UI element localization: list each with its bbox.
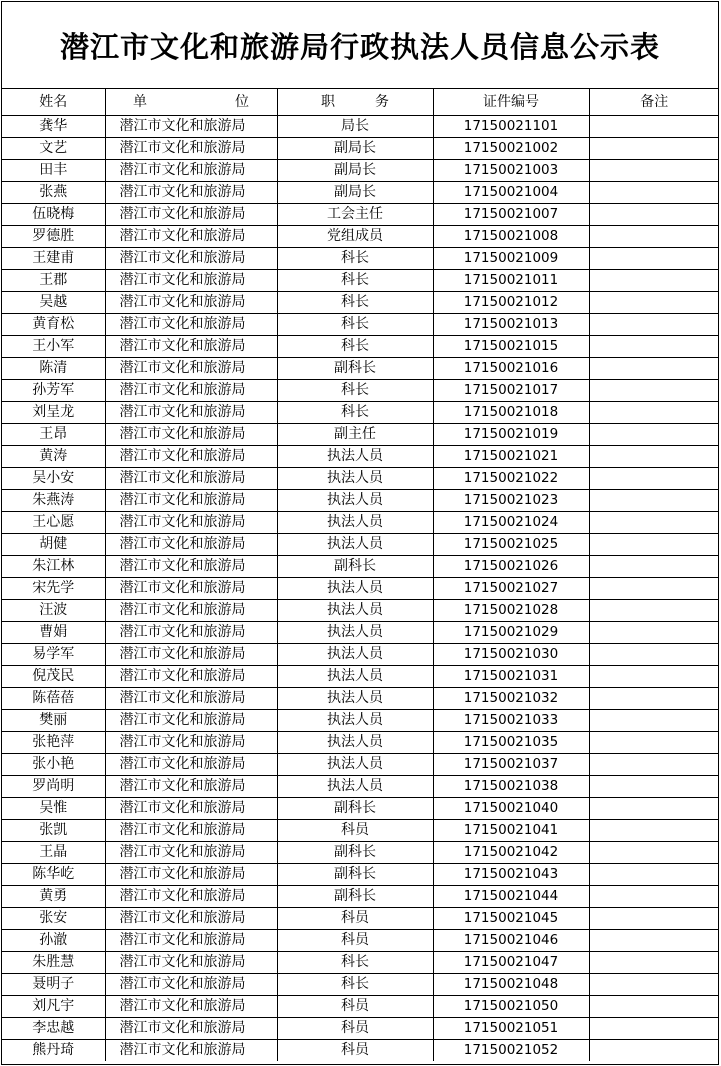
cell-name: 田丰: [2, 160, 105, 182]
table-row: [2, 622, 719, 644]
cell-name: 罗尚明: [2, 776, 105, 798]
cell-remark: [589, 292, 719, 314]
cell-position: 副科长: [277, 798, 433, 820]
cell-unit: 潜江市文化和旅游局: [105, 336, 277, 358]
cell-position: 副科长: [277, 886, 433, 908]
cell-unit: 潜江市文化和旅游局: [105, 534, 277, 556]
cell-cert: 17150021038: [433, 776, 589, 798]
cell-position: 科员: [277, 1040, 433, 1062]
cell-unit: 潜江市文化和旅游局: [105, 820, 277, 842]
cell-name: 吴小安: [2, 468, 105, 490]
cell-cert: 17150021033: [433, 710, 589, 732]
table-row: [2, 754, 719, 776]
cell-unit: 潜江市文化和旅游局: [105, 248, 277, 270]
cell-position: 执法人员: [277, 732, 433, 754]
cell-name: 曹娟: [2, 622, 105, 644]
cell-cert: 17150021007: [433, 204, 589, 226]
cell-cert: 17150021031: [433, 666, 589, 688]
table-row: [2, 292, 719, 314]
cell-remark: [589, 1018, 719, 1040]
cell-name: 易学军: [2, 644, 105, 666]
cell-position: 科长: [277, 248, 433, 270]
table-row: [2, 974, 719, 996]
cell-name: 陈华屹: [2, 864, 105, 886]
table-row: [2, 490, 719, 512]
cell-unit: 潜江市文化和旅游局: [105, 138, 277, 160]
cell-cert: 17150021017: [433, 380, 589, 402]
table-row: [2, 952, 719, 974]
cell-unit: 潜江市文化和旅游局: [105, 1040, 277, 1062]
cell-position: 执法人员: [277, 490, 433, 512]
table-row: [2, 666, 719, 688]
cell-cert: 17150021045: [433, 908, 589, 930]
cell-name: 刘凡宇: [2, 996, 105, 1018]
header-position: [277, 89, 433, 116]
cell-unit: 潜江市文化和旅游局: [105, 798, 277, 820]
cell-remark: [589, 556, 719, 578]
cell-name: 聂明子: [2, 974, 105, 996]
cell-cert: 17150021023: [433, 490, 589, 512]
cell-position: 局长: [277, 116, 433, 138]
cell-name: 张艳萍: [2, 732, 105, 754]
cell-cert: 17150021028: [433, 600, 589, 622]
cell-position: 科员: [277, 908, 433, 930]
table-row: [2, 1018, 719, 1040]
cell-cert: 17150021024: [433, 512, 589, 534]
cell-remark: [589, 842, 719, 864]
cell-cert: 17150021019: [433, 424, 589, 446]
cell-unit: 潜江市文化和旅游局: [105, 864, 277, 886]
cell-position: 工会主任: [277, 204, 433, 226]
cell-name: 张小艳: [2, 754, 105, 776]
cell-remark: [589, 754, 719, 776]
cell-unit: 潜江市文化和旅游局: [105, 732, 277, 754]
cell-name: 文艺: [2, 138, 105, 160]
cell-remark: [589, 952, 719, 974]
cell-cert: 17150021002: [433, 138, 589, 160]
cell-position: 执法人员: [277, 754, 433, 776]
cell-name: 王昂: [2, 424, 105, 446]
cell-remark: [589, 710, 719, 732]
table-row: [2, 930, 719, 952]
cell-position: 科长: [277, 314, 433, 336]
cell-unit: 潜江市文化和旅游局: [105, 490, 277, 512]
cell-position: 副局长: [277, 182, 433, 204]
cell-remark: [589, 358, 719, 380]
cell-unit: 潜江市文化和旅游局: [105, 776, 277, 798]
cell-unit: 潜江市文化和旅游局: [105, 512, 277, 534]
cell-position: 执法人员: [277, 446, 433, 468]
cell-cert: 17150021021: [433, 446, 589, 468]
cell-name: 罗德胜: [2, 226, 105, 248]
cell-remark: [589, 160, 719, 182]
cell-cert: 17150021044: [433, 886, 589, 908]
cell-position: 副局长: [277, 160, 433, 182]
cell-unit: 潜江市文化和旅游局: [105, 468, 277, 490]
table-row: [2, 402, 719, 424]
cell-unit: 潜江市文化和旅游局: [105, 908, 277, 930]
table-row: [2, 864, 719, 886]
cell-cert: 17150021030: [433, 644, 589, 666]
cell-name: 张安: [2, 908, 105, 930]
info-sheet: [1, 1, 719, 1065]
cell-remark: [589, 204, 719, 226]
cell-position: 执法人员: [277, 600, 433, 622]
header-remark: 备注: [589, 89, 719, 116]
table-row: [2, 160, 719, 182]
cell-position: 执法人员: [277, 776, 433, 798]
cell-cert: 17150021046: [433, 930, 589, 952]
cell-name: 王晶: [2, 842, 105, 864]
cell-remark: [589, 402, 719, 424]
table-row: [2, 556, 719, 578]
table-row: [2, 468, 719, 490]
cell-name: 陈蓓蓓: [2, 688, 105, 710]
cell-unit: 潜江市文化和旅游局: [105, 996, 277, 1018]
cell-name: 孙芳军: [2, 380, 105, 402]
cell-position: 科员: [277, 996, 433, 1018]
cell-position: 副科长: [277, 556, 433, 578]
table-body: [2, 116, 719, 1062]
cell-cert: 17150021025: [433, 534, 589, 556]
cell-remark: [589, 182, 719, 204]
cell-position: 执法人员: [277, 710, 433, 732]
cell-unit: 潜江市文化和旅游局: [105, 622, 277, 644]
cell-name: 吴越: [2, 292, 105, 314]
cell-unit: 潜江市文化和旅游局: [105, 578, 277, 600]
cell-name: 伍晓梅: [2, 204, 105, 226]
cell-name: 朱江林: [2, 556, 105, 578]
cell-remark: [589, 930, 719, 952]
cell-unit: 潜江市文化和旅游局: [105, 446, 277, 468]
cell-cert: 17150021043: [433, 864, 589, 886]
cell-name: 黄涛: [2, 446, 105, 468]
cell-cert: 17150021003: [433, 160, 589, 182]
cell-name: 张燕: [2, 182, 105, 204]
cell-unit: 潜江市文化和旅游局: [105, 226, 277, 248]
cell-remark: [589, 446, 719, 468]
cell-cert: 17150021029: [433, 622, 589, 644]
cell-position: 副科长: [277, 864, 433, 886]
header-name: 姓名: [2, 89, 105, 116]
cell-name: 倪茂民: [2, 666, 105, 688]
table-row: [2, 732, 719, 754]
cell-position: 科长: [277, 974, 433, 996]
cell-unit: 潜江市文化和旅游局: [105, 160, 277, 182]
cell-remark: [589, 336, 719, 358]
cell-remark: [589, 270, 719, 292]
cell-position: 党组成员: [277, 226, 433, 248]
cell-cert: 17150021012: [433, 292, 589, 314]
cell-name: 黄勇: [2, 886, 105, 908]
header-unit: [105, 89, 277, 116]
cell-cert: 17150021101: [433, 116, 589, 138]
table-row: [2, 776, 719, 798]
cell-cert: 17150021047: [433, 952, 589, 974]
table-row: [2, 336, 719, 358]
cell-cert: 17150021009: [433, 248, 589, 270]
cell-unit: 潜江市文化和旅游局: [105, 358, 277, 380]
cell-cert: 17150021048: [433, 974, 589, 996]
cell-remark: [589, 688, 719, 710]
cell-position: 执法人员: [277, 468, 433, 490]
cell-cert: 17150021042: [433, 842, 589, 864]
cell-cert: 17150021027: [433, 578, 589, 600]
table-row: [2, 996, 719, 1018]
header-position-a: 职: [321, 94, 335, 110]
cell-unit: 潜江市文化和旅游局: [105, 688, 277, 710]
cell-cert: 17150021040: [433, 798, 589, 820]
cell-unit: 潜江市文化和旅游局: [105, 556, 277, 578]
cell-name: 朱燕涛: [2, 490, 105, 512]
cell-remark: [589, 974, 719, 996]
cell-name: 王心愿: [2, 512, 105, 534]
cell-name: 李忠越: [2, 1018, 105, 1040]
cell-remark: [589, 314, 719, 336]
table-row: [2, 1040, 719, 1062]
cell-cert: 17150021050: [433, 996, 589, 1018]
cell-unit: 潜江市文化和旅游局: [105, 1018, 277, 1040]
table-header-row: [2, 89, 719, 116]
cell-remark: [589, 248, 719, 270]
personnel-table: [2, 89, 719, 1061]
cell-cert: 17150021052: [433, 1040, 589, 1062]
cell-remark: [589, 600, 719, 622]
cell-position: 科员: [277, 820, 433, 842]
table-row: [2, 226, 719, 248]
table-row: [2, 798, 719, 820]
cell-unit: 潜江市文化和旅游局: [105, 974, 277, 996]
cell-remark: [589, 886, 719, 908]
cell-unit: 潜江市文化和旅游局: [105, 952, 277, 974]
page-title: 潜江市文化和旅游局行政执法人员信息公示表: [2, 2, 718, 89]
cell-name: 宋先学: [2, 578, 105, 600]
cell-position: 科员: [277, 930, 433, 952]
cell-unit: 潜江市文化和旅游局: [105, 886, 277, 908]
header-unit-a: 单: [133, 94, 147, 110]
table-row: [2, 116, 719, 138]
cell-unit: 潜江市文化和旅游局: [105, 270, 277, 292]
table-row: [2, 886, 719, 908]
cell-unit: 潜江市文化和旅游局: [105, 424, 277, 446]
table-row: [2, 512, 719, 534]
table-row: [2, 138, 719, 160]
cell-remark: [589, 622, 719, 644]
cell-position: 执法人员: [277, 578, 433, 600]
cell-name: 吴惟: [2, 798, 105, 820]
cell-remark: [589, 1040, 719, 1062]
cell-position: 科长: [277, 380, 433, 402]
cell-remark: [589, 534, 719, 556]
cell-position: 执法人员: [277, 512, 433, 534]
table-row: [2, 644, 719, 666]
table-row: [2, 270, 719, 292]
cell-cert: 17150021015: [433, 336, 589, 358]
cell-position: 科长: [277, 336, 433, 358]
cell-remark: [589, 644, 719, 666]
cell-position: 执法人员: [277, 644, 433, 666]
cell-cert: 17150021032: [433, 688, 589, 710]
header-cert: 证件编号: [433, 89, 589, 116]
cell-remark: [589, 468, 719, 490]
cell-position: 执法人员: [277, 534, 433, 556]
table-row: [2, 710, 719, 732]
cell-name: 刘呈龙: [2, 402, 105, 424]
cell-name: 王小军: [2, 336, 105, 358]
cell-position: 科长: [277, 270, 433, 292]
cell-remark: [589, 798, 719, 820]
cell-cert: 17150021037: [433, 754, 589, 776]
cell-name: 黄育松: [2, 314, 105, 336]
cell-remark: [589, 996, 719, 1018]
table-row: [2, 204, 719, 226]
cell-remark: [589, 226, 719, 248]
table-row: [2, 358, 719, 380]
cell-cert: 17150021008: [433, 226, 589, 248]
cell-remark: [589, 490, 719, 512]
cell-unit: 潜江市文化和旅游局: [105, 600, 277, 622]
cell-cert: 17150021022: [433, 468, 589, 490]
cell-position: 科员: [277, 1018, 433, 1040]
cell-position: 执法人员: [277, 688, 433, 710]
cell-cert: 17150021011: [433, 270, 589, 292]
cell-cert: 17150021016: [433, 358, 589, 380]
cell-position: 副主任: [277, 424, 433, 446]
cell-remark: [589, 776, 719, 798]
cell-unit: 潜江市文化和旅游局: [105, 204, 277, 226]
cell-unit: 潜江市文化和旅游局: [105, 842, 277, 864]
cell-unit: 潜江市文化和旅游局: [105, 314, 277, 336]
cell-position: 科长: [277, 402, 433, 424]
table-row: [2, 534, 719, 556]
cell-name: 熊丹琦: [2, 1040, 105, 1062]
cell-name: 陈清: [2, 358, 105, 380]
cell-remark: [589, 666, 719, 688]
table-row: [2, 578, 719, 600]
cell-unit: 潜江市文化和旅游局: [105, 402, 277, 424]
table-row: [2, 688, 719, 710]
cell-remark: [589, 380, 719, 402]
cell-remark: [589, 864, 719, 886]
cell-name: 张凯: [2, 820, 105, 842]
cell-position: 副科长: [277, 358, 433, 380]
table-row: [2, 248, 719, 270]
cell-remark: [589, 116, 719, 138]
cell-cert: 17150021051: [433, 1018, 589, 1040]
header-unit-b: 位: [235, 94, 249, 110]
cell-position: 科长: [277, 292, 433, 314]
table-row: [2, 600, 719, 622]
cell-remark: [589, 578, 719, 600]
cell-unit: 潜江市文化和旅游局: [105, 292, 277, 314]
cell-remark: [589, 138, 719, 160]
cell-unit: 潜江市文化和旅游局: [105, 182, 277, 204]
cell-name: 王郡: [2, 270, 105, 292]
cell-remark: [589, 732, 719, 754]
table-row: [2, 380, 719, 402]
cell-cert: 17150021026: [433, 556, 589, 578]
cell-cert: 17150021018: [433, 402, 589, 424]
table-row: [2, 908, 719, 930]
cell-position: 执法人员: [277, 666, 433, 688]
cell-position: 副局长: [277, 138, 433, 160]
cell-remark: [589, 424, 719, 446]
cell-remark: [589, 908, 719, 930]
cell-name: 樊丽: [2, 710, 105, 732]
cell-unit: 潜江市文化和旅游局: [105, 644, 277, 666]
cell-unit: 潜江市文化和旅游局: [105, 930, 277, 952]
header-position-b: 务: [375, 94, 389, 110]
table-row: [2, 182, 719, 204]
cell-name: 胡健: [2, 534, 105, 556]
cell-name: 汪波: [2, 600, 105, 622]
cell-cert: 17150021035: [433, 732, 589, 754]
cell-name: 孙澈: [2, 930, 105, 952]
table-row: [2, 424, 719, 446]
cell-name: 龚华: [2, 116, 105, 138]
cell-position: 科长: [277, 952, 433, 974]
cell-unit: 潜江市文化和旅游局: [105, 380, 277, 402]
cell-remark: [589, 820, 719, 842]
cell-cert: 17150021004: [433, 182, 589, 204]
cell-name: 王建甫: [2, 248, 105, 270]
cell-remark: [589, 512, 719, 534]
cell-unit: 潜江市文化和旅游局: [105, 710, 277, 732]
cell-name: 朱胜慧: [2, 952, 105, 974]
cell-unit: 潜江市文化和旅游局: [105, 754, 277, 776]
table-row: [2, 842, 719, 864]
cell-position: 副科长: [277, 842, 433, 864]
cell-unit: 潜江市文化和旅游局: [105, 116, 277, 138]
cell-unit: 潜江市文化和旅游局: [105, 666, 277, 688]
table-row: [2, 820, 719, 842]
cell-cert: 17150021013: [433, 314, 589, 336]
table-row: [2, 314, 719, 336]
cell-cert: 17150021041: [433, 820, 589, 842]
cell-position: 执法人员: [277, 622, 433, 644]
table-row: [2, 446, 719, 468]
